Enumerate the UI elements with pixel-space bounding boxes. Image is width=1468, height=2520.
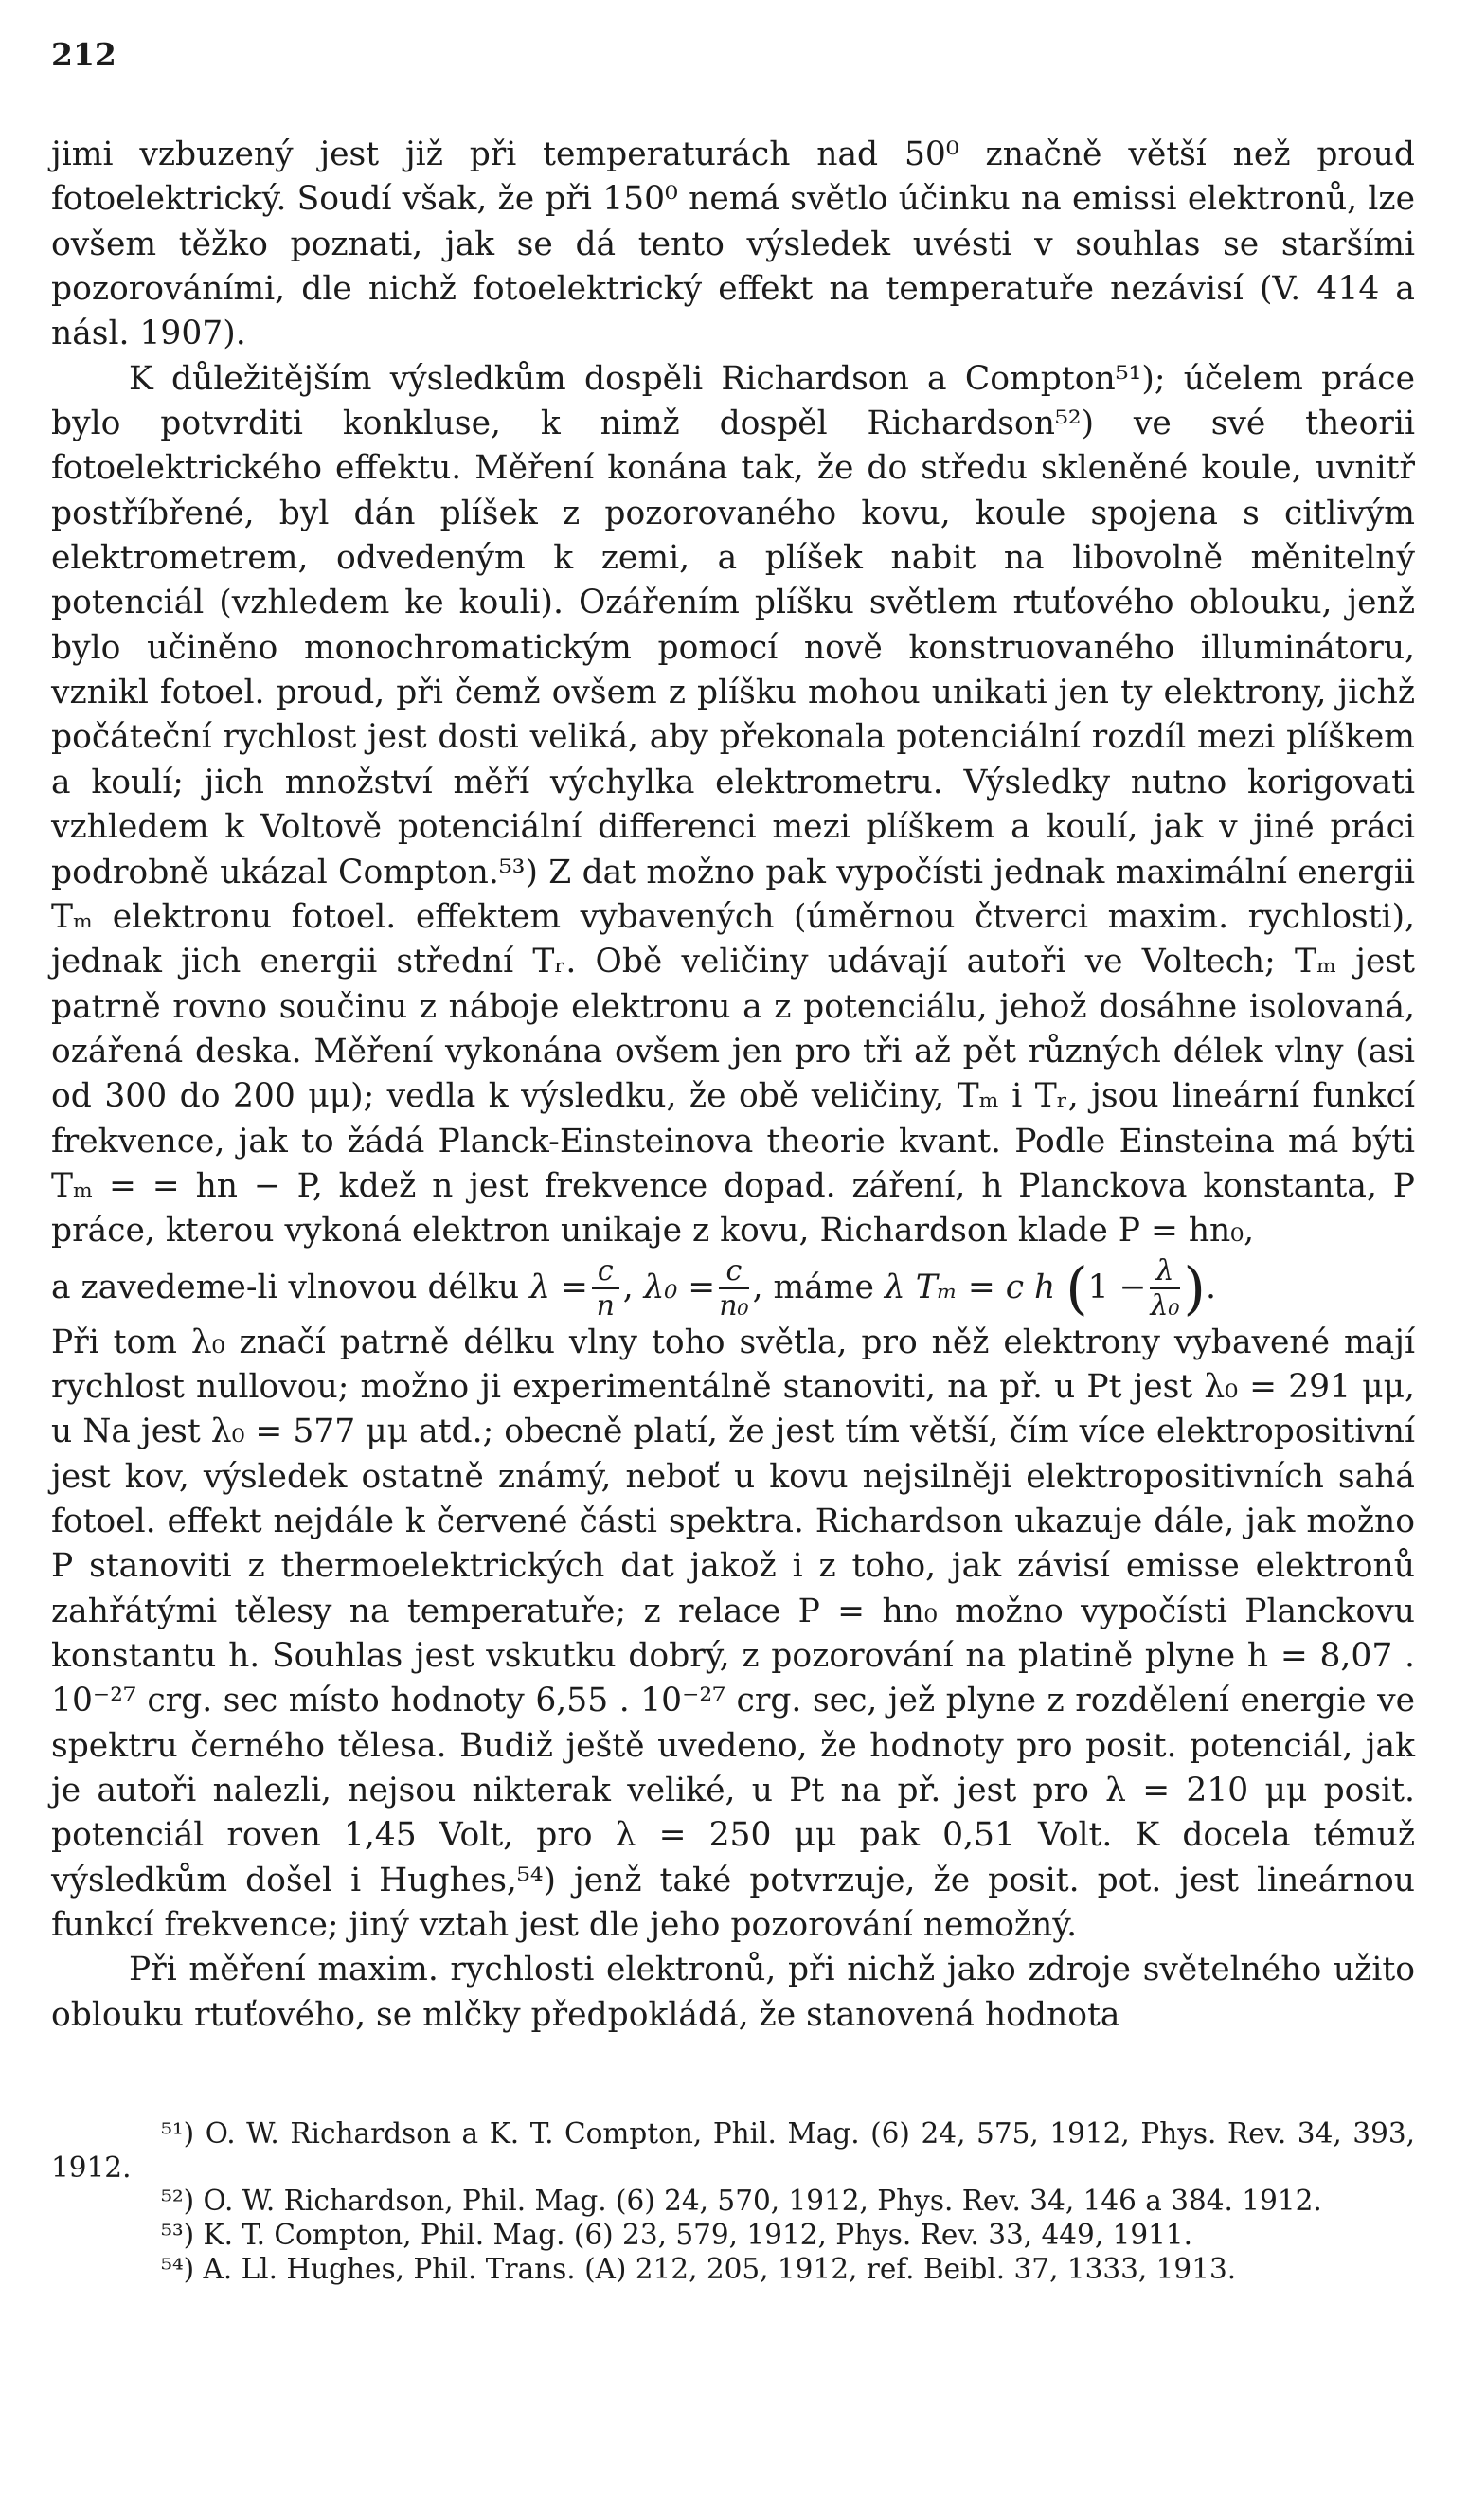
fraction-lambda-over-lambda0: $\frac{\lambda}{\text{λ₀}}$ (1150, 1253, 1180, 1323)
paragraph-3: Při tom λ₀ značí patrně délku vlny toho světla, pro něž elektrony vybavené mají rychlost nullovou; možno ji experimentálně stanoviti, na př. u Pt jest λ₀ = 291 μμ, u Na jest λ₀ = 577 μμ atd.; obecně platí, že jest tím větší, čím více elektropositivní jest kov, výsledek ostatně známý, neboť u kovu nejsilněji elektropositivních sahá fotoel. effekt nejdále k červené části spektra. Richardson ukazuje dále, jak možno P stanoviti z thermoelektrických dat jakož i z toho, jak závisí emisse elektronů zahřátými tělesy na temperatuře; z relace P = hn₀ možno vypočísti Planckovu konstantu h. Souhlas jest vskutku dobrý, z pozorování na platině plyne h = 8,07 . 10⁻²⁷ crg. sec místo hodnoty 6,55 . 10⁻²⁷ crg. sec, jež plyne z rozdělení energie ve spektru černého tělesa. Budiž ještě uvedeno, že hodnoty pro posit. potenciál, jak je autoři nalezli, nejsou nikterak veliké, u Pt na př. jest pro λ = 210 μμ posit. potenciál roven 1,45 Volt, pro λ = 250 μμ pak 0,51 Volt. K docela témuž výsledkům došel i Hughes,⁵⁴) jenž také potvrzuje, že posit. pot. jest lineárnou funkcí frekvence; jiný vztah jest dle jeho pozorování nemožný. (51, 1323, 1415, 1945)
body-text (51, 133, 1415, 2038)
equation-line: a zavedeme-li vlnovou délku λ = $\frac{c}{n}$ , λ₀ = $\frac{c}{\text{n₀}}$ , máme λ Tₘ = c h (1 − $\frac{\lambda}{\text{λ₀}}$ ). (51, 1253, 1216, 1323)
fraction-c-over-n: $\frac{c}{n}$ (592, 1257, 619, 1321)
fraction-c-over-n0: $\frac{c}{\text{n₀}}$ (719, 1253, 749, 1323)
page-number: 212 (51, 36, 116, 73)
equation: λ = $\frac{c}{n}$ , λ₀ = $\frac{c}{\text{n₀}}$ , máme λ Tₘ = c h (1 − $\frac{\lambda}{\text{λ₀}}$ ). (529, 1253, 1216, 1323)
footnote-53: ⁵³) K. T. Compton, Phil. Mag. (6) 23, 579, 1912, Phys. Rev. 33, 449, 1911. (161, 2219, 1193, 2252)
paragraph-2: K důležitějším výsledkům dospěli Richardson a Compton⁵¹); účelem práce bylo potvrditi konkluse, k nimž dospěl Richardson⁵²) ve své theorii fotoelektrického effektu. Měření konána tak, že do středu skleněné koule, uvnitř postříbřené, byl dán plíšek z pozorovaného kovu, koule spojena s citlivým elektrometrem, odvedeným k zemi, a plíšek nabit na libovolně měnitelný potenciál (vzhledem ke kouli). Ozářením plíšku světlem rtuťového oblouku, jenž bylo učiněno monochromatickým pomocí nově konstruovaného illuminátoru, vznikl fotoel. proud, při čemž ovšem z plíšku mohou unikati jen ty elektrony, jichž počáteční rychlost jest dosti veliká, aby překonala potenciální rozdíl mezi plíškem a koulí; jich množství měří výchylka elektrometru. Výsledky nutno korigovati vzhledem k Voltově potenciální differenci mezi plíškem a koulí, jak v jiné práci podrobně ukázal Compton.⁵³) Z dat možno pak vypočísti jednak maximální energii Tₘ elektronu fotoel. effektem vybavených (úměrnou čtverci maxim. rychlosti), jednak jich energii střední Tᵣ. Obě veličiny udávají autoři ve Voltech; Tₘ jest patrně rovno součinu z náboje elektronu a z potenciálu, jehož dosáhne isolovaná, ozářená deska. Měření vykonána ovšem jen pro tři až pět různých délek vlny (asi od 300 do 200 μμ); vedla k výsledku, že obě veličiny, Tₘ i Tᵣ, jsou lineární funkcí frekvence, jak to žádá Planck-Einsteinova theorie kvant. Podle Einsteina má býti Tₘ = = hn − P, kdež n jest frekvence dopad. záření, h Planckova konstanta, P práce, kterou vykoná elektron unikaje z kovu, Richardson klade P = hn₀, (51, 359, 1415, 1251)
footnote-52: ⁵²) O. W. Richardson, Phil. Mag. (6) 24, 570, 1912, Phys. Rev. 34, 146 a 384. 1912. (161, 2185, 1322, 2218)
paragraph-4: Při měření maxim. rychlosti elektronů, při nichž jako zdroje světelného užito oblouku rtuťového, se mlčky předpokládá, že stanovená hodnota (51, 1951, 1415, 2034)
footnote-54: ⁵⁴) A. Ll. Hughes, Phil. Trans. (A) 212, 205, 1912, ref. Beibl. 37, 1333, 1913. (161, 2252, 1237, 2285)
footnote-51: ⁵¹) O. W. Richardson a K. T. Compton, Phil. Mag. (6) 24, 575, 1912, Phys. Rev. 34, 393, 1912. (51, 2117, 1415, 2184)
paragraph-1: jimi vzbuzený jest již při temperaturách nad 50⁰ značně větší než proud fotoelektrický. Soudí však, že při 150⁰ nemá světlo účinku na emissi elektronů, lze ovšem těžko poznati, jak se dá tento výsledek uvésti v souhlas se staršími pozorováními, dle nichž fotoelektrický effekt na temperatuře nezávisí (V. 414 a násl. 1907). (51, 135, 1415, 353)
footnotes (51, 2117, 1415, 2287)
